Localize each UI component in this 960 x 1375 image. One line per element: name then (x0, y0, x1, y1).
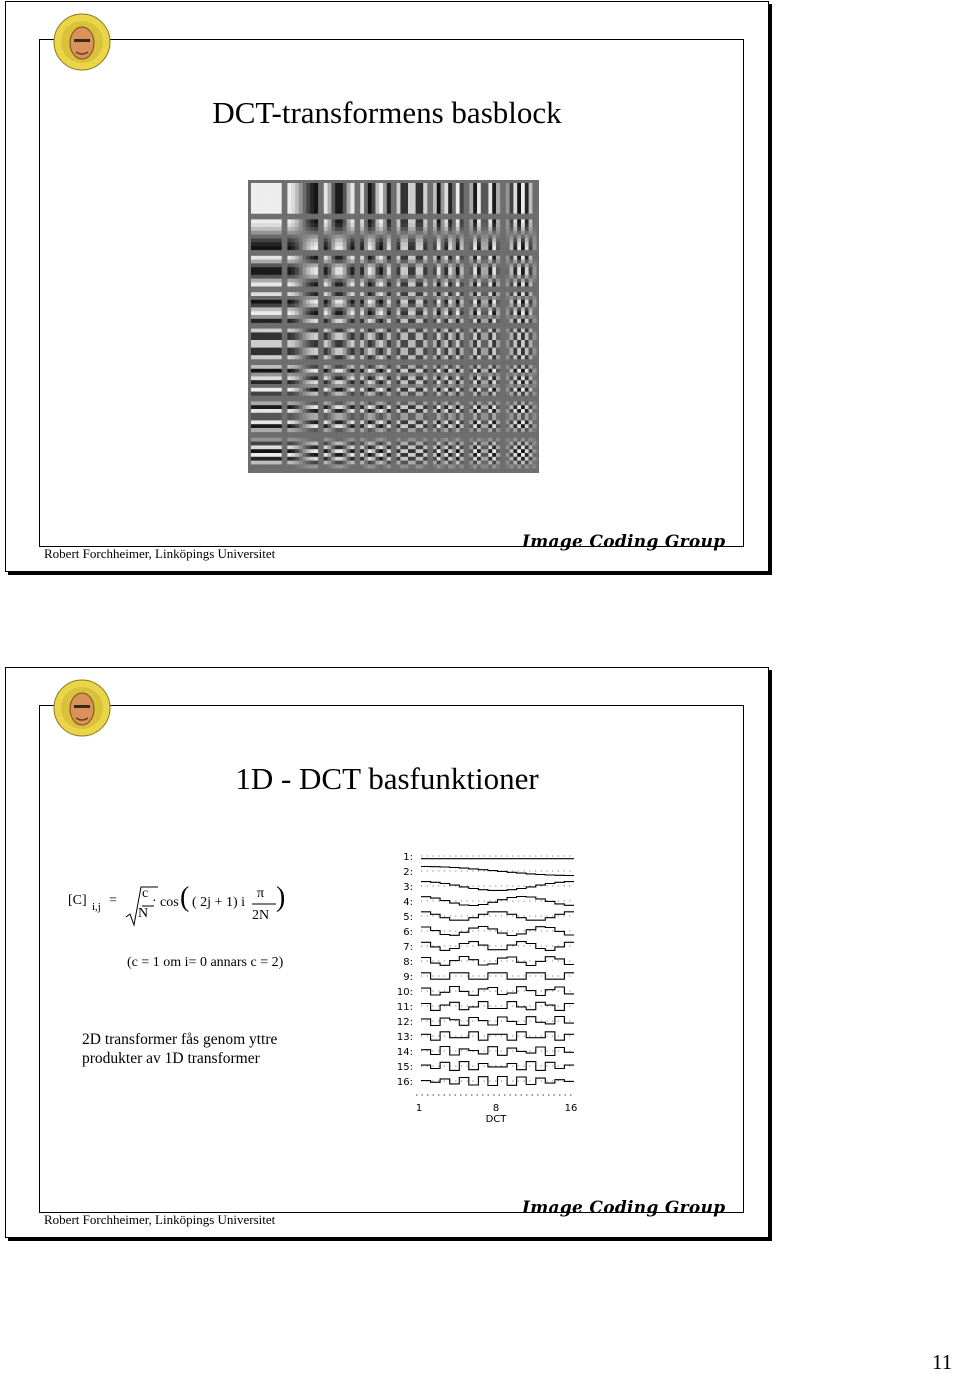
basis-block (287, 183, 318, 214)
formula-dot: · (152, 894, 157, 909)
plot-row-label: 2: (403, 867, 413, 878)
plot-row-label: 3: (403, 882, 413, 893)
basis-block (360, 329, 391, 360)
slide-2-footer-author: Robert Forchheimer, Linköpings Universitet (44, 1212, 276, 1227)
basis-block (324, 438, 355, 469)
plot-row-label: 16: (396, 1077, 413, 1088)
slide-2-footer-group: Image Coding Group (522, 1198, 726, 1218)
basis-block (360, 219, 391, 250)
basis-block (287, 256, 318, 287)
basis-block (469, 365, 500, 396)
axis-tick-8: 8 (492, 1103, 500, 1114)
slide-1-footer-author: Robert Forchheimer, Linköpings Universitet (44, 546, 276, 561)
basis-block (287, 438, 318, 469)
basis-block (433, 292, 464, 323)
formula-argument: ( 2j + 1) i (192, 895, 245, 910)
slide-2-title: 1D - DCT basfunktioner (235, 761, 539, 796)
basis-block (287, 329, 318, 360)
slide-1-footer-group: Image Coding Group (522, 532, 726, 552)
formula-condition: (c = 1 om i= 0 annars c = 2) (127, 955, 284, 970)
axis-tick-1: 1 (415, 1103, 423, 1114)
plot-row-label: 6: (403, 927, 413, 938)
basis-block (251, 256, 282, 287)
plot-row-label: 12: (396, 1017, 413, 1028)
basis-block (397, 256, 428, 287)
basis-block (251, 183, 282, 214)
basis-block (433, 438, 464, 469)
basis-block (324, 292, 355, 323)
dct-basis-block-grid (248, 180, 539, 473)
basis-block (397, 292, 428, 323)
formula-lhs-subscript: i,j (92, 901, 101, 913)
basis-block (397, 401, 428, 432)
university-logo (52, 12, 112, 72)
formula-lhs: [C] (68, 893, 87, 908)
plot-row-label: 5: (403, 912, 413, 923)
plot-row-label: 11: (396, 1002, 413, 1013)
plot-row-label: 7: (403, 942, 413, 953)
slide-1 (5, 1, 769, 572)
basis-block (433, 401, 464, 432)
plot-row-label: 4: (403, 897, 413, 908)
formula-equals: = (109, 893, 117, 908)
basis-block (251, 365, 282, 396)
basis-function-trace (421, 897, 574, 906)
basis-block (397, 329, 428, 360)
basis-block (506, 292, 537, 323)
basis-block (360, 256, 391, 287)
basis-block (397, 438, 428, 469)
basis-block (506, 219, 537, 250)
basis-block (469, 401, 500, 432)
plot-row-label: 13: (396, 1032, 413, 1043)
basis-block (506, 401, 537, 432)
basis-block (287, 401, 318, 432)
formula-pi: π (257, 886, 265, 901)
plot-row-label: 15: (396, 1062, 413, 1073)
basis-block (360, 438, 391, 469)
note-line-1: 2D transformer fås genom yttre (82, 1031, 278, 1048)
formula-two-n: 2N (252, 908, 270, 923)
basis-block (433, 183, 464, 214)
plot-row-label: 8: (403, 957, 413, 968)
basis-block (469, 438, 500, 469)
basis-block (360, 292, 391, 323)
slide-1-title: DCT-transformens basblock (212, 95, 562, 130)
basis-block (506, 329, 537, 360)
basis-block (360, 183, 391, 214)
basis-block (469, 183, 500, 214)
basis-block (433, 365, 464, 396)
basis-block (287, 365, 318, 396)
basis-block (433, 329, 464, 360)
basis-block (287, 292, 318, 323)
dct-1d-basis-plot (391, 848, 581, 1128)
formula-sqrt-denominator: N (138, 906, 149, 921)
basis-block (397, 183, 428, 214)
basis-block (251, 219, 282, 250)
formula-fraction-bar (252, 903, 276, 905)
basis-block (397, 365, 428, 396)
note-line-2: produkter av 1D transformer (82, 1050, 260, 1067)
basis-block (324, 401, 355, 432)
formula-sqrt-numerator: c (142, 886, 149, 901)
plot-row-label: 14: (396, 1047, 413, 1058)
basis-block (469, 292, 500, 323)
university-logo (52, 678, 112, 738)
formula-cos: cos (160, 895, 179, 910)
basis-block (251, 438, 282, 469)
basis-block (324, 329, 355, 360)
basis-block (506, 256, 537, 287)
basis-block (251, 401, 282, 432)
page-number: 11 (932, 1350, 953, 1374)
basis-block (251, 329, 282, 360)
slide-2 (5, 667, 769, 1238)
plot-row-label: 9: (403, 972, 413, 983)
basis-block (251, 292, 282, 323)
basis-block (506, 183, 537, 214)
basis-block (469, 256, 500, 287)
plot-row-label: 10: (396, 987, 413, 998)
basis-block (397, 219, 428, 250)
basis-block (433, 256, 464, 287)
basis-block (433, 219, 464, 250)
formula-close-paren: ) (276, 882, 286, 913)
basis-block (324, 365, 355, 396)
basis-block (360, 401, 391, 432)
basis-block (324, 256, 355, 287)
axis-tick-16: 16 (564, 1103, 578, 1114)
axis-label: DCT (485, 1114, 507, 1125)
basis-block (287, 219, 318, 250)
formula-open-paren: ( (180, 882, 190, 913)
basis-block (469, 219, 500, 250)
basis-block (324, 183, 355, 214)
plot-row-label: 1: (403, 852, 413, 863)
basis-block (324, 219, 355, 250)
basis-block (506, 365, 537, 396)
basis-block (469, 329, 500, 360)
basis-block (360, 365, 391, 396)
basis-block (506, 438, 537, 469)
